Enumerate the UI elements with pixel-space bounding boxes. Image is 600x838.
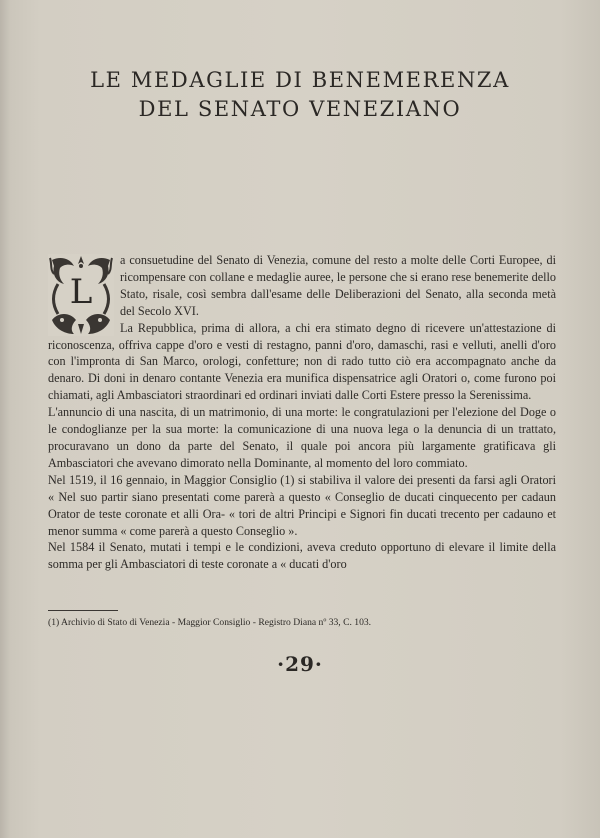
footnote-divider [48, 610, 118, 611]
paragraph-2: La Repubblica, prima di allora, a chi era stimato degno di ricevere un'attestazione di riconoscenza, offriva cappe d'oro e vesti di restagno, panni d'oro, damaschi, rasi e velluti, anelli d'oro con l'impronta di San Marco, orologi, confetture; non di rado tutto ciò era accompagnato anche da denaro. Di doni in denaro contante Venezia era munifica dispensatrice agli Oratori o, come furono poi chiamati, agli Ambasciatori straordinari ed ordinari inviati dalle Corti Estere presso la Serenissima. [48, 320, 556, 403]
paragraph-5: Nel 1584 il Senato, mutati i tempi e le condizioni, aveva creduto opportuno di elevare il limite della somma per gli Ambasciatori di teste coronate a « ducati d'oro [48, 540, 556, 572]
footnote: (1) Archivio di Stato di Venezia - Maggior Consiglio - Registro Diana nº 33, C. 103. [48, 617, 372, 628]
body-text [48, 252, 556, 573]
title-line-2: DEL SENATO VENEZIANO [138, 97, 462, 121]
paragraph-1: a consuetudine del Senato di Venezia, comune del resto a molte delle Corti Europee, di ricompensare con collane e medaglie auree, le persone che si erano rese benemerite dello Stato, risale, così sembra dall'esame delle Deliberazioni del Senato, alla seconda metà del Secolo XVI. [120, 253, 556, 318]
page-number: ·29· [277, 652, 323, 676]
paragraph-3: L'annuncio di una nascita, di un matrimonio, di una morte: le congratulazioni per l'elezione del Doge o le condoglianze per la sua morte: la comunicazione di una nuova lega o la denuncia di un trattato, procuravano un dono da parte del Senato, il quale poi ancora più largamente gratificava gli Ambasciatori che avevano dimorato nella Dominante, al momento del loro commiato. [48, 405, 556, 470]
decorated-initial [48, 254, 114, 336]
title-line-1: LE MEDAGLIE DI BENEMERENZA [90, 68, 510, 92]
paragraph-4: Nel 1519, il 16 gennaio, in Maggior Consiglio (1) si stabiliva il valore dei presenti da farsi agli Oratori « Nel suo partir siano presentati come parerà a questo « Conseglio de ducati cinquecento per cadaun Orator de teste coronate et alli Ora- « tori de altri Principi e Signori fin ducati trecento per cadauno et menor summa « come parerà a questo Conseglio ». [48, 472, 556, 538]
initial-letter: L [66, 272, 96, 312]
